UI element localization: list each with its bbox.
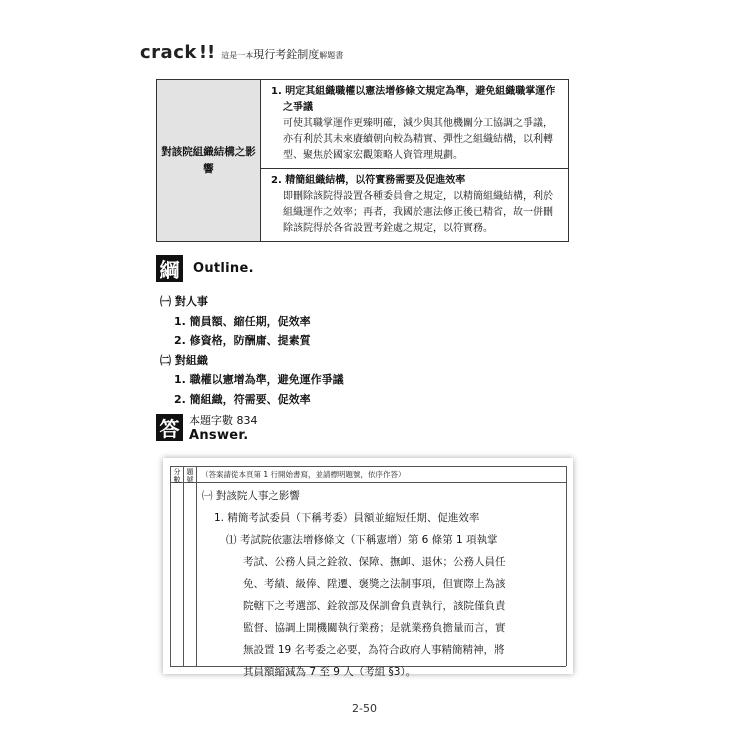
item-1-line: 亦有利於其未來賡續朝向較為精實、彈性之組織結構，以利轉 [283,134,553,145]
header-suffix: 解題書 [319,51,344,60]
item-2-line: 組織運作之效率；再者，我國於憲法修正後已精省，故一併刪 [283,207,553,218]
impact-item-1 [261,80,569,169]
outline-item: 1. 職權以憲增為準，避免運作爭議 [174,373,344,386]
outline-badge-icon: 綱 [156,255,183,282]
header-prefix: 這是一本 [221,51,254,60]
outline-heading [156,255,254,282]
impact-table [156,79,569,242]
grid-line [196,466,197,666]
answer-line: 1. 精簡考試委員（下稱考委）員額並縮短任期、促進效率 [214,512,480,524]
item-2-line: 即刪除該院得設置各種委員會之規定，以精簡組織結構，利於 [283,191,553,202]
answer-line: ㈠ 對該院人事之影響 [202,490,300,502]
answer-sheet [163,458,573,678]
grid-line [170,466,171,666]
outline-section: ㈡ 對組織 [160,353,208,367]
grid-line [170,466,566,467]
running-header [140,42,343,63]
word-count: 本題字數 834 [189,414,258,427]
grid-line [566,466,567,666]
item-1-title-cont: 之爭議 [283,102,313,113]
answer-heading [156,414,258,444]
answer-line: 無設置 19 名考委之必要，為符合政府人事精簡精神，將 [243,644,505,656]
outline-list [160,292,344,409]
answer-grid [170,466,566,678]
impact-item-2 [261,169,569,242]
grid-line [170,482,566,483]
answer-line: 院轄下之考選部、銓敘部及保訓會負責執行，該院僅負責 [243,600,506,612]
item-1-line: 型、聚焦於國家宏觀策略人資管理規劃。 [283,150,463,161]
answer-title: Answer. [189,428,249,443]
outline-item: 2. 簡組織，符需要、促效率 [174,392,311,406]
answer-instruction: （答案請從本頁第 1 行開始書寫，並請標明題號，依序作答） [201,470,406,479]
brand-logo: crack [140,42,197,63]
question-column-header: 題號 [186,468,194,484]
answer-line: 其員額縮減為 7 至 9 人（考組 §3）。 [243,666,417,678]
item-1-title: 1. 明定其組織職權以憲法增修條文規定為準，避免組織職掌運作 [271,86,556,97]
answer-line: 考試、公務人員之銓敘、保障、撫卹、退休；公務人員任 [243,556,506,568]
answer-line: ⑴ 考試院依憲法增修條文（下稱憲增）第 6 條第 1 項執掌 [226,534,498,546]
page-number: 2-50 [352,702,377,715]
impact-label: 對該院組織結構之影響 [157,80,261,242]
outline-title: Outline. [193,261,254,276]
brand-mark: !! [198,42,216,63]
outline-item: 2. 修資格，防酬庸、提素質 [174,334,311,347]
answer-badge-icon: 答 [156,414,183,441]
item-2-title: 2. 精簡組織結構，以符實務需要及促進效率 [271,175,466,186]
item-2-line: 除該院得於各省設置考銓處之規定，以符實務。 [283,223,493,234]
outline-item: 1. 簡員額、縮任期，促效率 [174,314,311,328]
grid-line [183,466,184,666]
header-title: 現行考銓制度 [253,48,320,61]
answer-line: 免、考績、級俸、陞遷、褒獎之法制事項，但實際上為該 [243,578,506,590]
item-1-line: 可使其職掌運作更臻明確，減少與其他機關分工協調之爭議， [283,118,553,129]
outline-section: ㈠ 對人事 [160,295,208,308]
score-column-header: 分數 [173,468,181,484]
answer-line: 監督、協調上開機關執行業務；是就業務負擔量而言，實 [243,622,506,634]
